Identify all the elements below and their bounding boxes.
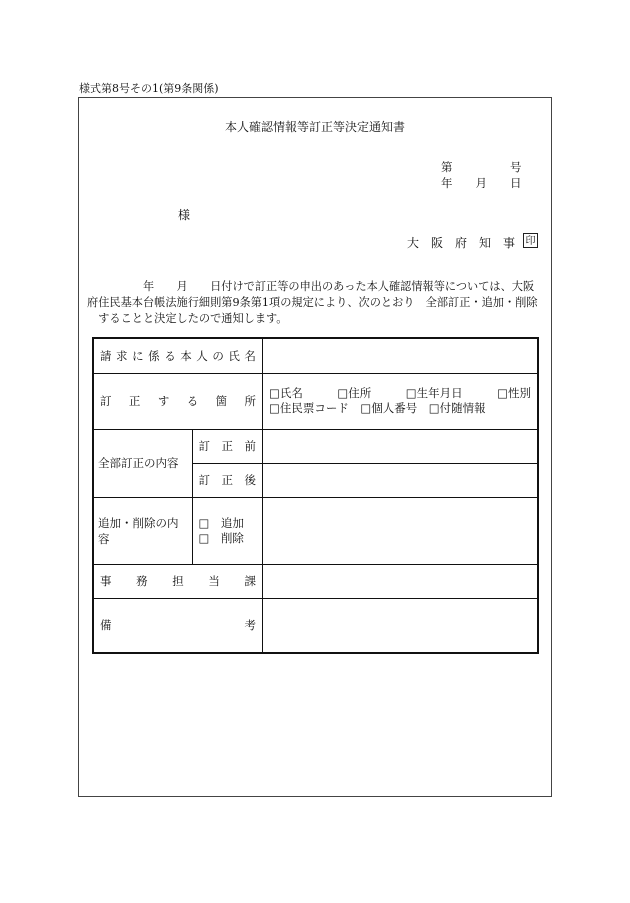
- department-label: 事 務 担 当 課: [93, 564, 263, 598]
- form-number-label: 様式第8号その1(第9条関係): [79, 82, 219, 95]
- add-delete-options[interactable]: □ 追加 □ 削除: [192, 497, 263, 564]
- before-correction-field[interactable]: [263, 429, 538, 463]
- table-row: [93, 564, 538, 598]
- after-correction-field[interactable]: [263, 463, 538, 497]
- table-row: [93, 373, 538, 429]
- add-delete-field[interactable]: [263, 497, 538, 564]
- document-date-line: 年 月 日: [441, 176, 522, 190]
- table-row: [93, 338, 538, 373]
- requester-name-label: 請 求 に 係 る 本 人 の 氏 名: [93, 338, 263, 373]
- document-number-line: 第 号: [441, 160, 522, 174]
- notice-body-line: することと決定したので通知します。: [87, 312, 288, 325]
- full-correction-label: 全部訂正の内容: [93, 429, 192, 497]
- issuer-name: 大 阪 府 知 事: [407, 236, 516, 250]
- remarks-label: 備 考: [93, 598, 263, 653]
- correction-table: [92, 337, 539, 654]
- notice-body-line: 府住民基本台帳法施行細則第9条第1項の規定により、次のとおり 全部訂正・追加・削除: [87, 296, 538, 309]
- document-title: 本人確認情報等訂正等決定通知書: [224, 120, 405, 134]
- after-correction-label: 訂 正 後: [192, 463, 263, 497]
- requester-name-field[interactable]: [263, 338, 538, 373]
- addressee-suffix: 様: [178, 208, 191, 222]
- department-field[interactable]: [263, 564, 538, 598]
- before-correction-label: 訂 正 前: [192, 429, 263, 463]
- notice-body-line: 年 月 日付けで訂正等の申出のあった本人確認情報等については、大阪: [87, 280, 535, 293]
- notice-body: [87, 279, 542, 327]
- table-row: [93, 598, 538, 653]
- correction-location-options[interactable]: □氏名 □住所 □生年月日 □性別 □住民票コード □個人番号 □付随情報: [263, 373, 538, 429]
- add-delete-label: 追加・削除の内容: [93, 497, 192, 564]
- table-row: [93, 429, 538, 463]
- correction-location-label: 訂 正 す る 箇 所: [93, 373, 263, 429]
- remarks-field[interactable]: [263, 598, 538, 653]
- seal-box: 印: [523, 233, 538, 248]
- table-row: [93, 497, 538, 564]
